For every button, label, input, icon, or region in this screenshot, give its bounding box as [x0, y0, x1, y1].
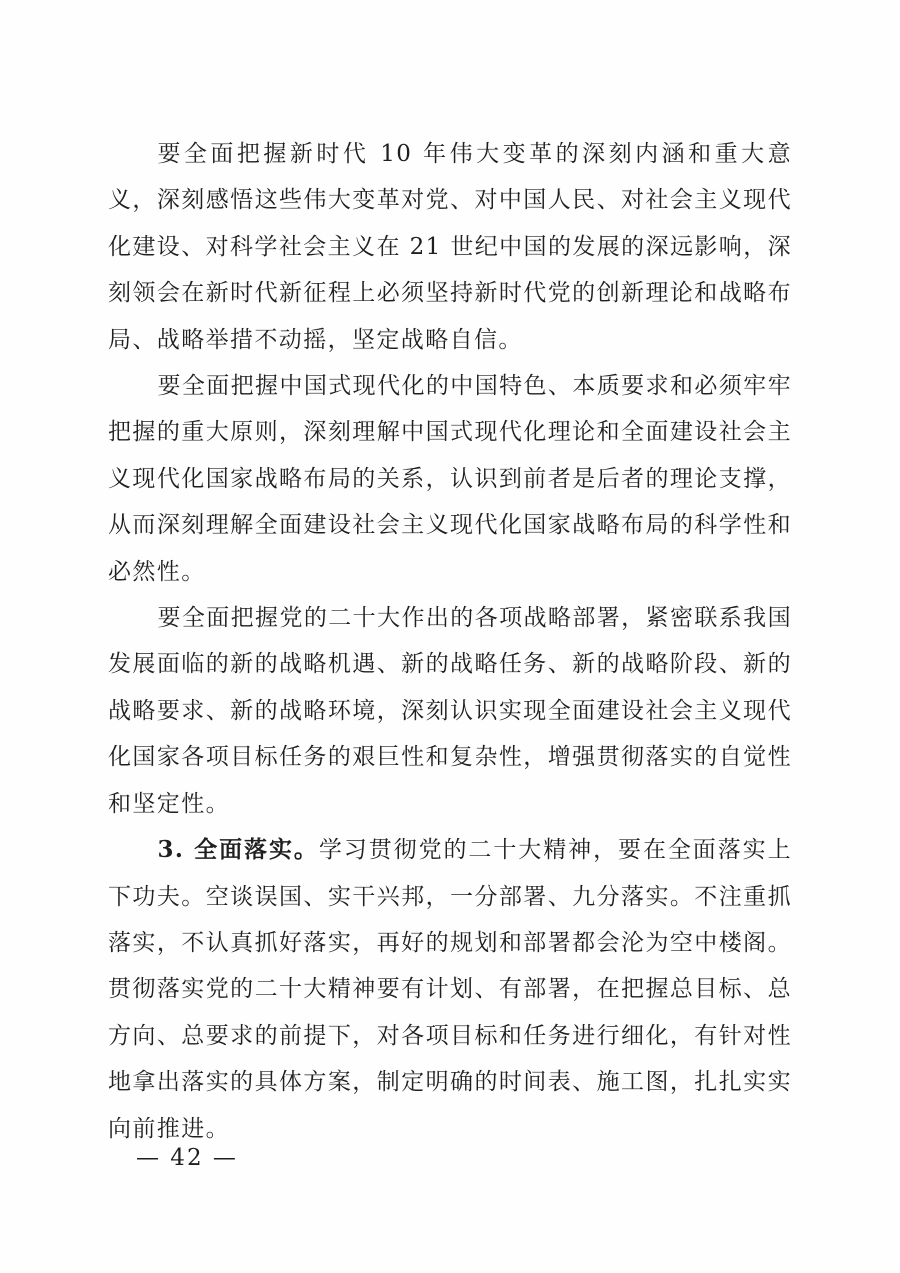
paragraph-numbered-item	[108, 827, 792, 1152]
page-number: — 42 —	[136, 1145, 238, 1171]
document-body-text	[108, 131, 792, 1152]
paragraph: 要全面把握党的二十大作出的各项战略部署，紧密联系我国发展面临的新的战略机遇、新的战略任务、新的战略阶段、新的战略要求、新的战略环境，深刻认识实现全面建设社会主义现代化国家各项目标任务的艰巨性和复杂性，增强贯彻落实的自觉性和坚定性。	[108, 605, 792, 817]
paragraph-body: 学习贯彻党的二十大精神，要在全面落实上下功夫。空谈误国、实干兴邦，一分部署、九分落实。不注重抓落实，不认真抓好落实，再好的规划和部署都会沦为空中楼阁。贯彻落实党的二十大精神要有计划、有部署，在把握总目标、总方向、总要求的前提下，对各项目标和任务进行细化，有针对性地拿出落实的具体方案，制定明确的时间表、施工图，扎扎实实向前推进。	[108, 837, 792, 1142]
paragraph-lead-heading: 3. 全面落实。	[157, 836, 319, 864]
paragraph: 要全面把握中国式现代化的中国特色、本质要求和必须牢牢把握的重大原则，深刻理解中国式现代化理论和全面建设社会主义现代化国家战略布局的关系，认识到前者是后者的理论支撑，从而深刻理解全面建设社会主义现代化国家战略布局的科学性和必然性。	[108, 373, 792, 585]
paragraph: 要全面把握新时代 10 年伟大变革的深刻内涵和重大意义，深刻感悟这些伟大变革对党、对中国人民、对社会主义现代化建设、对科学社会主义在 21 世纪中国的发展的深远影响，深刻领会在新时代新征程上必须坚持新时代党的创新理论和战略布局、战略举措不动摇，坚定战略自信。	[108, 141, 792, 353]
